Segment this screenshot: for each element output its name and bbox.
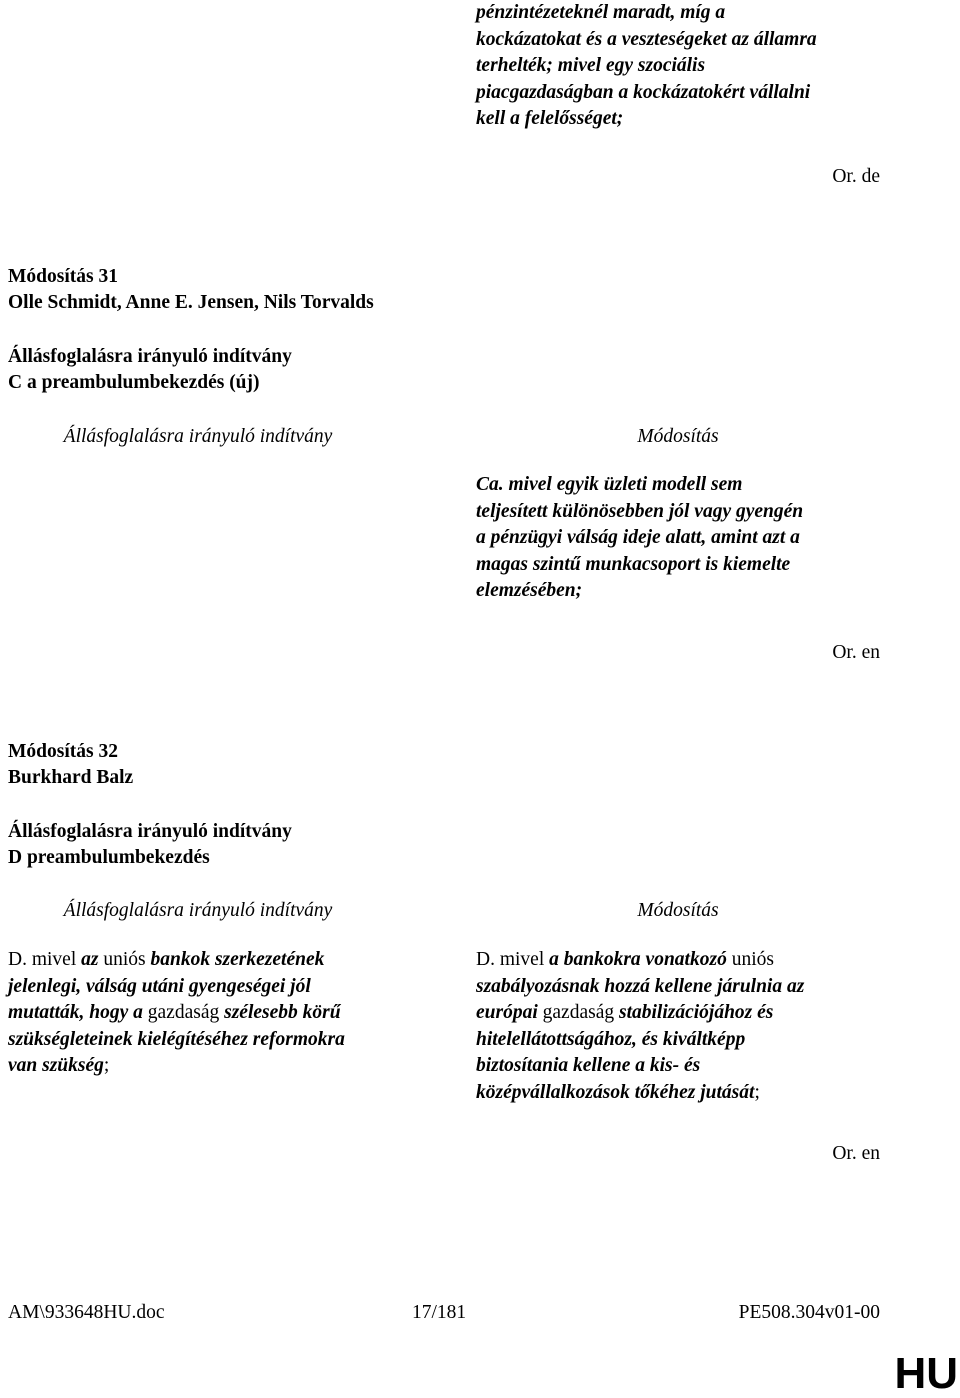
text-line: terhelték; mivel egy szociális (476, 55, 706, 76)
document-type: Állásfoglalásra irányuló indítvány (8, 821, 292, 842)
continuation-text (476, 0, 896, 133)
original-text (8, 947, 428, 1080)
original-language: Or. en (832, 1143, 880, 1164)
text-line: a pénzügyi válság ideje alatt, amint azt a (476, 527, 800, 548)
text-line: Ca. mivel egyik üzleti modell sem (476, 474, 743, 495)
text-line: magas szintű munkacsoport is kiemelte (476, 553, 791, 575)
amendment-authors: Olle Schmidt, Anne E. Jensen, Nils Torvalds (8, 292, 374, 313)
amendment-reference: D preambulumbekezdés (8, 847, 210, 868)
column-header-left: Állásfoglalásra irányuló indítvány (63, 900, 333, 921)
amendment-text (476, 472, 896, 605)
text-line: D. mivel az uniós bankok szerkezetének (8, 949, 325, 970)
document-type: Állásfoglalásra irányuló indítvány (8, 346, 292, 367)
text-line: piacgazdaságban a kockázatokért vállalni (476, 81, 811, 103)
language-code: HU (894, 1349, 958, 1398)
text-line: elemzésében; (476, 580, 583, 601)
footer-reference: PE508.304v01-00 (738, 1302, 880, 1323)
original-language: Or. en (832, 642, 880, 663)
text-line: európai gazdaság stabilizációjához és (476, 1002, 774, 1023)
amendment-number: Módosítás 31 (8, 266, 118, 287)
amendment-authors: Burkhard Balz (8, 767, 134, 788)
text-line: teljesített különösebben jól vagy gyengén (476, 500, 804, 522)
amended-text (476, 947, 896, 1106)
amendment-number: Módosítás 32 (8, 741, 118, 762)
amendment-reference: C a preambulumbekezdés (új) (8, 372, 260, 393)
text-line: pénzintézeteknél maradt, míg a (476, 2, 726, 23)
text-line: kell a felelősséget; (476, 108, 624, 129)
text-line: D. mivel a bankokra vonatkozó uniós (476, 949, 774, 970)
column-header-left: Állásfoglalásra irányuló indítvány (63, 426, 333, 447)
text-line: kockázatokat és a veszteségeket az államra (476, 28, 817, 50)
text-line: szükségleteinek kielégítéséhez reformokra (8, 1028, 345, 1050)
text-line: mutatták, hogy a gazdaság szélesebb körű (8, 1002, 341, 1023)
footer-page-number: 17/181 (412, 1302, 467, 1323)
text-line: van szükség; (8, 1055, 110, 1076)
text-line: hitelellátottságához, és kiváltképp (476, 1028, 746, 1050)
column-header-right: Módosítás (637, 426, 719, 447)
text-line: szabályozásnak hozzá kellene járulnia az (476, 975, 805, 997)
text-line: jelenlegi, válság utáni gyengeségei jól (8, 975, 311, 997)
original-language: Or. de (832, 166, 880, 187)
text-line: biztosítania kellene a kis- és (476, 1055, 701, 1076)
footer-document-id: AM\933648HU.doc (8, 1302, 165, 1323)
column-header-right: Módosítás (637, 900, 719, 921)
text-line: középvállalkozások tőkéhez jutását; (476, 1081, 760, 1103)
